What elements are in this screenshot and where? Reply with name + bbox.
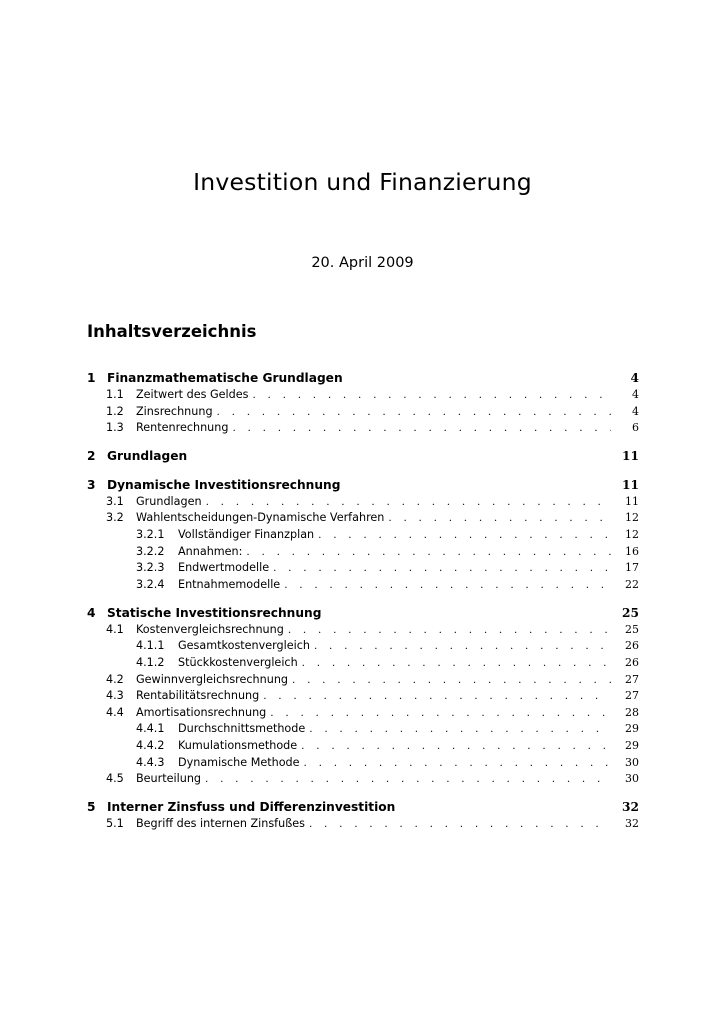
- toc-entry-number: 4.1.1: [136, 639, 165, 653]
- toc-dot-leader: [309, 721, 611, 738]
- toc-subsubsection[interactable]: [87, 738, 639, 755]
- toc-entry-page: 26: [625, 656, 639, 670]
- toc-section[interactable]: [87, 477, 639, 494]
- toc-subsection[interactable]: [87, 510, 639, 527]
- toc-section-gap: [87, 788, 639, 800]
- toc-dot-leader: [232, 420, 611, 437]
- toc-entry-number: 4.4.1: [136, 722, 165, 736]
- toc-section-page: 4: [630, 371, 639, 385]
- toc-section-title: Interner Zinsfuss und Differenzinvestition: [107, 800, 396, 815]
- toc-section-number: 1: [87, 371, 96, 385]
- toc-entry-title: Endwertmodelle: [178, 561, 270, 575]
- toc-entry-page: 27: [625, 672, 639, 686]
- toc-subsection[interactable]: [87, 404, 639, 421]
- toc-entry-title: Wahlentscheidungen-Dynamische Verfahren: [136, 511, 385, 525]
- toc-heading: Inhaltsverzeichnis: [87, 322, 257, 341]
- toc-entry-number: 3.2.4: [136, 577, 165, 591]
- toc-subsubsection[interactable]: [87, 721, 639, 738]
- toc-entry-number: 4.4.3: [136, 755, 165, 769]
- toc-section-page: 25: [622, 605, 639, 620]
- toc-dot-leader: [302, 655, 611, 672]
- toc-subsection[interactable]: [87, 420, 639, 437]
- toc-entry-page: 32: [625, 817, 639, 831]
- toc-dot-leader: [284, 577, 611, 594]
- toc-subsubsection[interactable]: [87, 544, 639, 561]
- toc-subsubsection[interactable]: [87, 638, 639, 655]
- toc-entry-number: 4.5: [106, 772, 124, 786]
- toc-entry-number: 4.4.2: [136, 739, 165, 752]
- toc-entry-title: Amortisationsrechnung: [136, 705, 267, 719]
- toc-section-number: 5: [87, 800, 96, 815]
- toc-section-title: Finanzmathematische Grundlagen: [107, 371, 343, 385]
- toc-section[interactable]: [87, 448, 639, 465]
- toc-entry-title: Gewinnvergleichsrechnung: [136, 672, 289, 686]
- toc-entry-number: 4.1: [106, 622, 124, 636]
- toc-section-gap: [87, 465, 639, 477]
- toc-dot-leader: [309, 816, 611, 833]
- toc-section[interactable]: [87, 799, 639, 816]
- toc-entry-number: 1.2: [106, 404, 124, 418]
- toc-entry-number: 4.4: [106, 705, 124, 719]
- toc-entry-title: Rentabilitätsrechnung: [136, 689, 260, 703]
- toc-section-number: 2: [87, 449, 96, 464]
- toc-subsection[interactable]: [87, 387, 639, 404]
- toc-entry-number: 4.3: [106, 689, 124, 703]
- toc-dot-leader: [273, 560, 611, 577]
- toc-section-gap: [87, 593, 639, 605]
- toc-subsection[interactable]: [87, 705, 639, 722]
- toc-dot-leader: [314, 638, 611, 655]
- toc-entry-page: 17: [625, 561, 639, 575]
- toc-section-page: 11: [622, 477, 639, 492]
- toc-subsubsection[interactable]: [87, 655, 639, 672]
- toc-entry-title: Vollständiger Finanzplan: [178, 527, 315, 541]
- toc-entry-title: Beurteilung: [136, 772, 202, 786]
- toc-entry-page: 4: [632, 404, 639, 418]
- table-of-contents: [87, 370, 639, 833]
- toc-dot-leader: [217, 404, 611, 421]
- toc-entry-number: 1.1: [106, 388, 124, 401]
- toc-entry-number: 4.1.2: [136, 656, 165, 670]
- toc-section[interactable]: [87, 605, 639, 622]
- toc-entry-title: Entnahmemodelle: [178, 577, 281, 591]
- toc-subsubsection[interactable]: [87, 755, 639, 772]
- toc-entry-page: 6: [632, 421, 639, 435]
- toc-entry-title: Kostenvergleichsrechnung: [136, 622, 284, 636]
- toc-entry-number: 3.2.1: [136, 527, 165, 541]
- toc-entry-page: 12: [625, 511, 639, 525]
- toc-entry-title: Zeitwert des Geldes: [136, 388, 249, 401]
- toc-dot-leader: [205, 771, 611, 788]
- toc-entry-number: 5.1: [106, 817, 124, 831]
- toc-section-number: 3: [87, 477, 96, 492]
- toc-dot-leader: [270, 705, 611, 722]
- toc-dot-leader: [206, 494, 611, 511]
- toc-entry-page: 4: [632, 388, 639, 401]
- toc-dot-leader: [292, 672, 611, 689]
- toc-section-title: Dynamische Investitionsrechnung: [107, 477, 341, 492]
- toc-entry-page: 30: [625, 755, 639, 769]
- toc-entry-title: Durchschnittsmethode: [178, 722, 306, 736]
- toc-section-number: 4: [87, 605, 96, 620]
- toc-section-gap: [87, 437, 639, 449]
- toc-entry-title: Rentenrechnung: [136, 421, 229, 435]
- toc-entry-page: 29: [625, 739, 639, 752]
- toc-subsubsection[interactable]: [87, 577, 639, 594]
- toc-subsection[interactable]: [87, 494, 639, 511]
- toc-entry-title: Stückkostenvergleich: [178, 656, 298, 670]
- toc-entry-title: Begriff des internen Zinsfußes: [136, 817, 305, 831]
- toc-entry-page: 28: [625, 705, 639, 719]
- toc-dot-leader: [304, 755, 611, 772]
- toc-entry-number: 3.2.3: [136, 561, 165, 575]
- toc-section-title: Grundlagen: [107, 449, 188, 464]
- document-title: Investition und Finanzierung: [193, 168, 532, 196]
- toc-entry-page: 16: [625, 544, 639, 558]
- toc-entry-title: Gesamtkostenvergleich: [178, 639, 310, 653]
- toc-dot-leader: [301, 738, 611, 755]
- toc-entry-page: 30: [625, 772, 639, 786]
- toc-entry-page: 22: [625, 577, 639, 591]
- toc-subsection[interactable]: [87, 688, 639, 705]
- toc-dot-leader: [246, 544, 611, 561]
- toc-entry-number: 4.2: [106, 672, 124, 686]
- toc-entry-number: 3.2.2: [136, 544, 165, 558]
- toc-dot-leader: [288, 622, 611, 639]
- toc-entry-page: 26: [625, 639, 639, 653]
- toc-section[interactable]: [87, 370, 639, 387]
- toc-dot-leader: [263, 688, 611, 705]
- toc-subsubsection[interactable]: [87, 560, 639, 577]
- toc-entry-number: 3.2: [106, 511, 124, 525]
- toc-section-page: 32: [622, 800, 639, 815]
- toc-dot-leader: [252, 387, 611, 404]
- toc-entry-number: 1.3: [106, 421, 124, 435]
- toc-section-title: Statische Investitionsrechnung: [107, 605, 322, 620]
- toc-subsection[interactable]: [87, 771, 639, 788]
- toc-entry-number: 3.1: [106, 494, 124, 508]
- toc-entry-page: 27: [625, 689, 639, 703]
- toc-subsubsection[interactable]: [87, 527, 639, 544]
- toc-section-page: 11: [622, 449, 639, 464]
- toc-entry-page: 11: [625, 494, 639, 508]
- toc-entry-title: Zinsrechnung: [136, 404, 213, 418]
- toc-entry-title: Kumulationsmethode: [178, 739, 298, 752]
- document-date: 20. April 2009: [311, 255, 414, 271]
- toc-subsection[interactable]: [87, 816, 639, 833]
- toc-dot-leader: [388, 510, 611, 527]
- toc-entry-title: Grundlagen: [136, 494, 202, 508]
- toc-entry-page: 12: [625, 527, 639, 541]
- toc-subsection[interactable]: [87, 672, 639, 689]
- toc-entry-page: 29: [625, 722, 639, 736]
- toc-entry-page: 25: [625, 622, 639, 636]
- toc-dot-leader: [318, 527, 611, 544]
- toc-entry-title: Dynamische Methode: [178, 755, 300, 769]
- toc-entry-title: Annahmen:: [178, 544, 243, 558]
- toc-subsection[interactable]: [87, 622, 639, 639]
